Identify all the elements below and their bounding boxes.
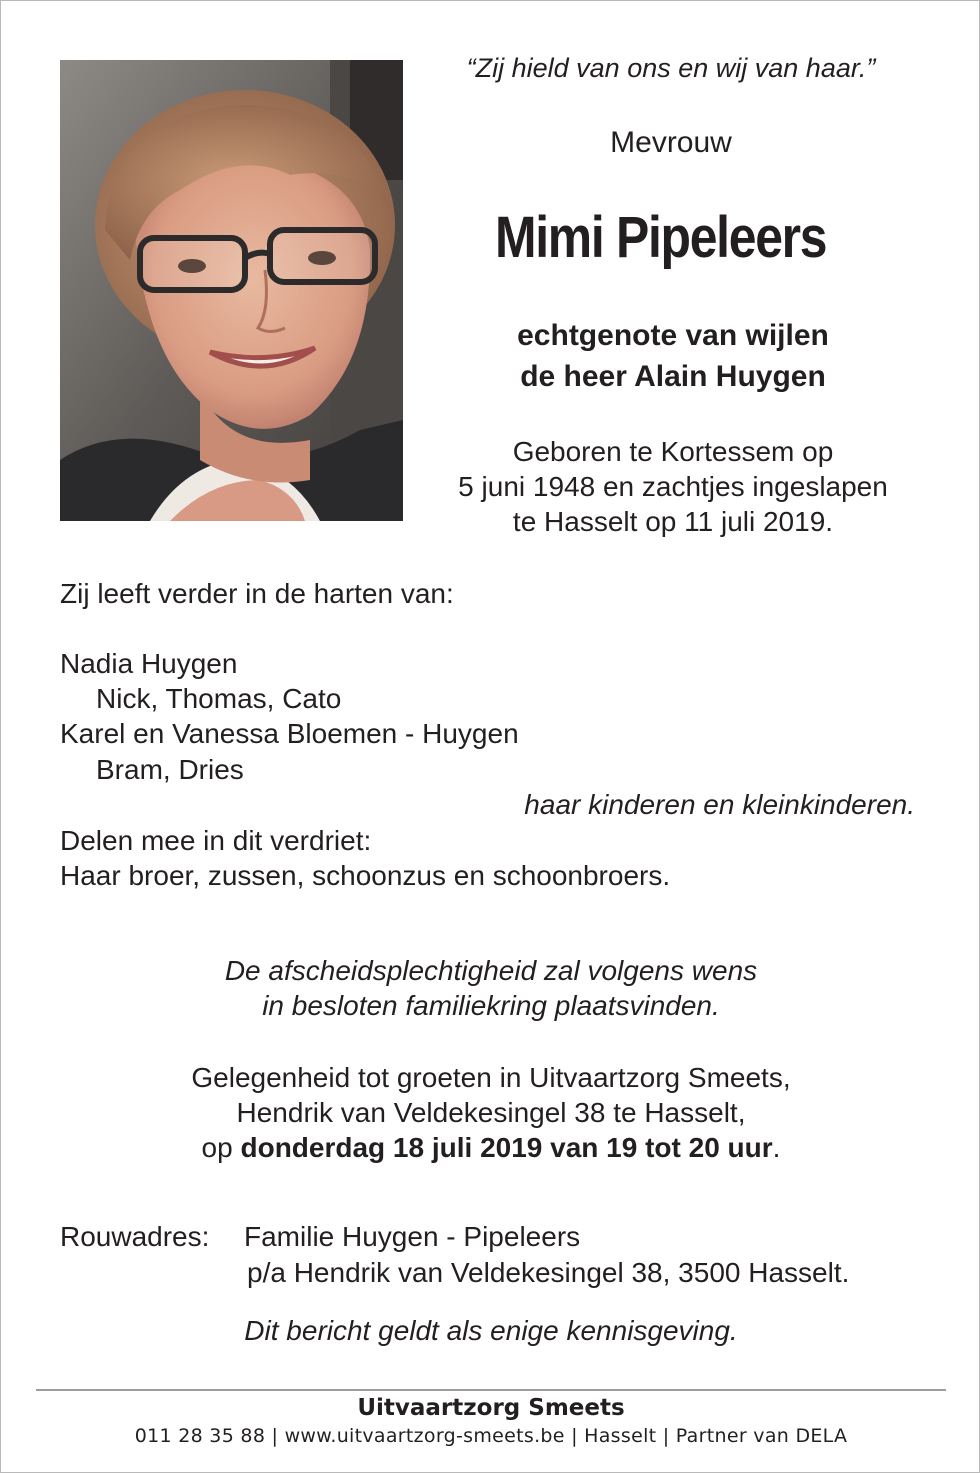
visitation-time	[60, 1132, 922, 1164]
birth-line: Geboren te Kortessem op	[512, 436, 834, 467]
sharing-line: Haar broer, zussen, schoonzus en schoonbroers.	[60, 860, 671, 891]
spouse-block	[437, 315, 909, 397]
birth-death-block	[426, 434, 920, 539]
salutation: Mevrouw	[610, 126, 732, 159]
funeral-home-contact: 011 28 35 88 | www.uitvaartzorg-smeets.be | Hasselt | Partner van DELA	[134, 1425, 848, 1447]
spouse-line: de heer Alain Huygen	[520, 360, 826, 393]
notice: Dit bericht geldt als enige kennisgeving.	[244, 1315, 738, 1346]
portrait-photo	[60, 60, 403, 521]
visitation-suffix: .	[772, 1132, 781, 1163]
family-line: Karel en Vanessa Bloemen - Huygen	[60, 718, 519, 749]
footer-divider	[36, 1389, 946, 1391]
funeral-home-name: Uitvaartzorg Smeets	[357, 1395, 625, 1421]
deceased-name: Mimi Pipeleers	[494, 205, 827, 270]
birth-line: te Hasselt op 11 juli 2019.	[512, 506, 834, 537]
portrait-image	[60, 60, 403, 521]
visitation-line: Gelegenheid tot groeten in Uitvaartzorg Smeets,	[191, 1062, 791, 1093]
visitation-line: Hendrik van Veldekesingel 38 te Hasselt,	[236, 1097, 746, 1128]
family-line: Nick, Thomas, Cato	[96, 683, 342, 714]
address-line: Familie Huygen - Pipeleers	[244, 1221, 581, 1252]
survivors-intro: Zij leeft verder in de harten van:	[60, 578, 454, 609]
spouse-line: echtgenote van wijlen	[517, 319, 829, 352]
sharing-line: Delen mee in dit verdriet:	[60, 825, 372, 856]
ceremony-line: De afscheidsplechtigheid zal volgens wens	[224, 955, 758, 986]
family-relation: haar kinderen en kleinkinderen.	[524, 789, 915, 820]
birth-line: 5 juni 1948 en zachtjes ingeslapen	[458, 471, 888, 502]
family-line: Nadia Huygen	[60, 648, 238, 679]
ceremony-line: in besloten familiekring plaatsvinden.	[262, 990, 720, 1021]
visitation-prefix: op	[201, 1132, 241, 1163]
address-line: p/a Hendrik van Veldekesingel 38, 3500 Hasselt.	[247, 1257, 850, 1288]
address-label: Rouwadres:	[60, 1221, 210, 1252]
family-line: Bram, Dries	[96, 754, 244, 785]
visitation-datetime: donderdag 18 juli 2019 van 19 tot 20 uur	[240, 1132, 773, 1163]
epitaph-quote: “Zij hield van ons en wij van haar.”	[466, 53, 876, 83]
